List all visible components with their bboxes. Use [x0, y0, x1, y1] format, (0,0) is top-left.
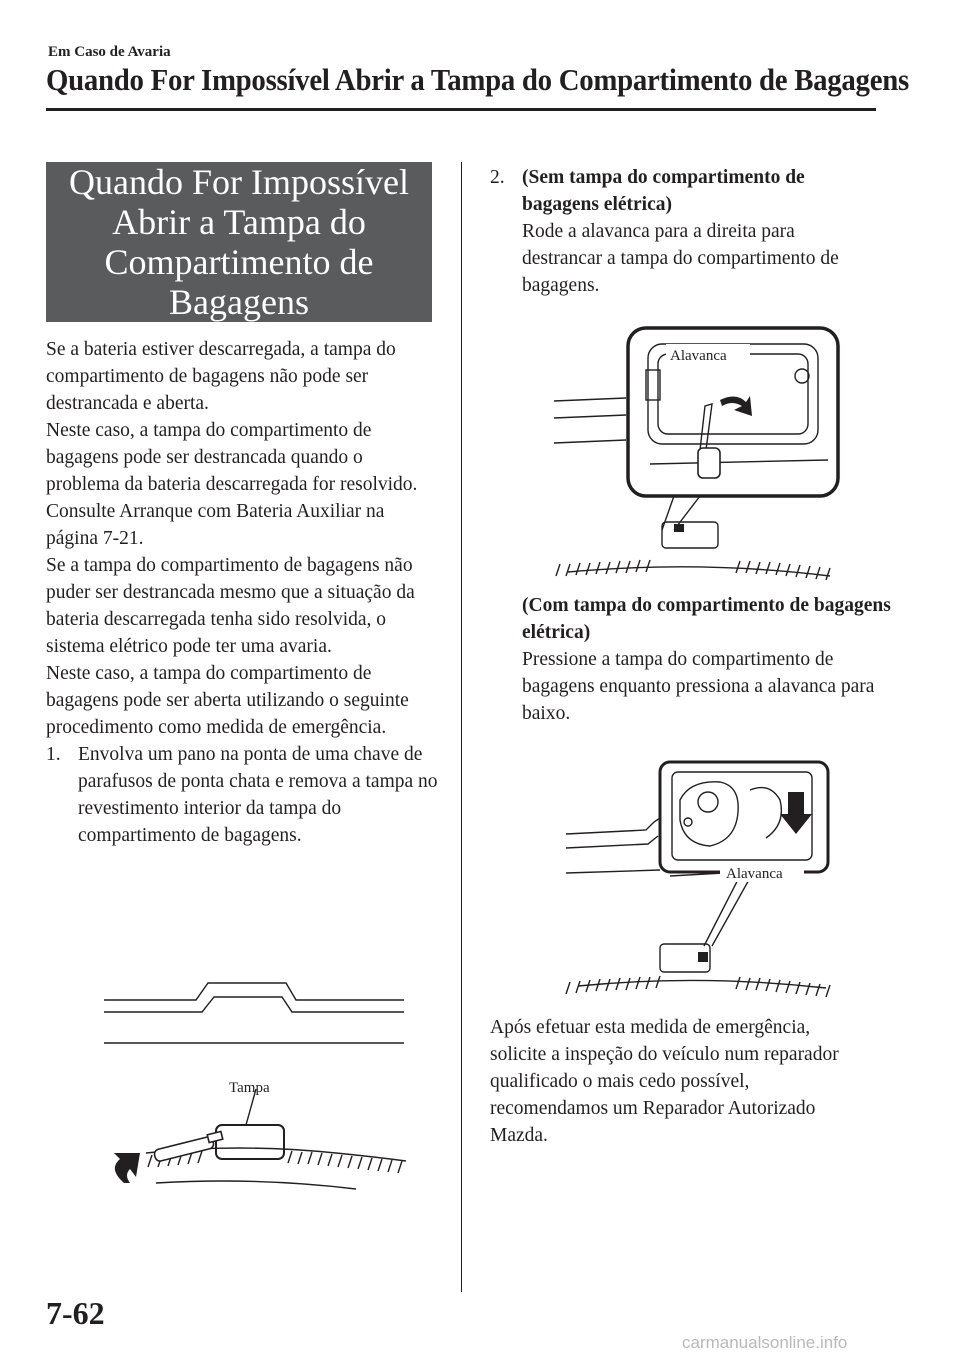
figure-3-label: Alavanca — [726, 866, 783, 882]
electric-text: Pressione a tampa do compartimento de bagagens enquanto pressiona a alavanca para baixo. — [522, 649, 875, 724]
page-title: Quando For Impossível Abrir a Tampa do Compartimento de Bagagens — [46, 62, 909, 97]
intro-paragraph-4: Se a tampa do compartimento de bagagens não puder ser destrancada mesmo que a situação da bateria descarregada tenha sido resolvida, o sistema elétrico pode ter uma avaria. — [46, 555, 415, 657]
electric-instructions — [522, 592, 902, 727]
closing-paragraph-block — [490, 1014, 870, 1149]
watermark: carmanualsonline.info — [682, 1333, 848, 1352]
page-number: 7-62 — [46, 1295, 105, 1331]
step-2-heading: (Sem tampa do compartimento de bagagens elétrica) — [522, 167, 805, 215]
figure-2-label: Alavanca — [670, 348, 727, 364]
step-2 — [490, 164, 870, 299]
closing-paragraph: Após efetuar esta medida de emergência, solicite a inspeção do veículo num reparador qualificado o mais cedo possível, recomendamos um Reparador Autorizado Mazda. — [490, 1017, 839, 1146]
intro-paragraph-3: Consulte Arranque com Bateria Auxiliar na página 7-21. — [46, 501, 385, 549]
figure-lever-electric — [560, 760, 840, 1000]
left-column — [46, 336, 441, 849]
step-1-text: Envolva um pano na ponta de uma chave de parafusos de ponta chata e remova a tampa no revestimento interior da tampa do compartimento de bagagens. — [78, 744, 438, 846]
figure-remove-cover — [96, 975, 416, 1200]
section-label: Em Caso de Avaria — [48, 44, 171, 60]
step-2-number: 2. — [490, 167, 505, 188]
column-divider — [461, 162, 462, 1292]
step-1 — [46, 741, 441, 849]
figure-1-label: Tampa — [229, 1080, 270, 1096]
section-title: Quando For Impossível Abrir a Tampa do Compartimento de Bagagens — [69, 162, 409, 322]
intro-paragraph-2: Neste caso, a tampa do compartimento de bagagens pode ser destrancada quando o problema da bateria descarregada for resolvido. — [46, 420, 418, 495]
step-1-number: 1. — [46, 744, 61, 765]
intro-paragraph-1: Se a bateria estiver descarregada, a tampa do compartimento de bagagens não pode ser destrancada e aberta. — [46, 339, 396, 414]
header-rule — [46, 108, 876, 111]
section-title-box — [46, 162, 432, 322]
step-2-text: Rode a alavanca para a direita para destrancar a tampa do compartimento de bagagens. — [522, 221, 839, 296]
intro-paragraph-5: Neste caso, a tampa do compartimento de bagagens pode ser aberta utilizando o seguinte procedimento como medida de emergência. — [46, 663, 409, 738]
electric-heading: (Com tampa do compartimento de bagagens elétrica) — [522, 595, 891, 643]
figure-lever-manual — [550, 326, 845, 584]
